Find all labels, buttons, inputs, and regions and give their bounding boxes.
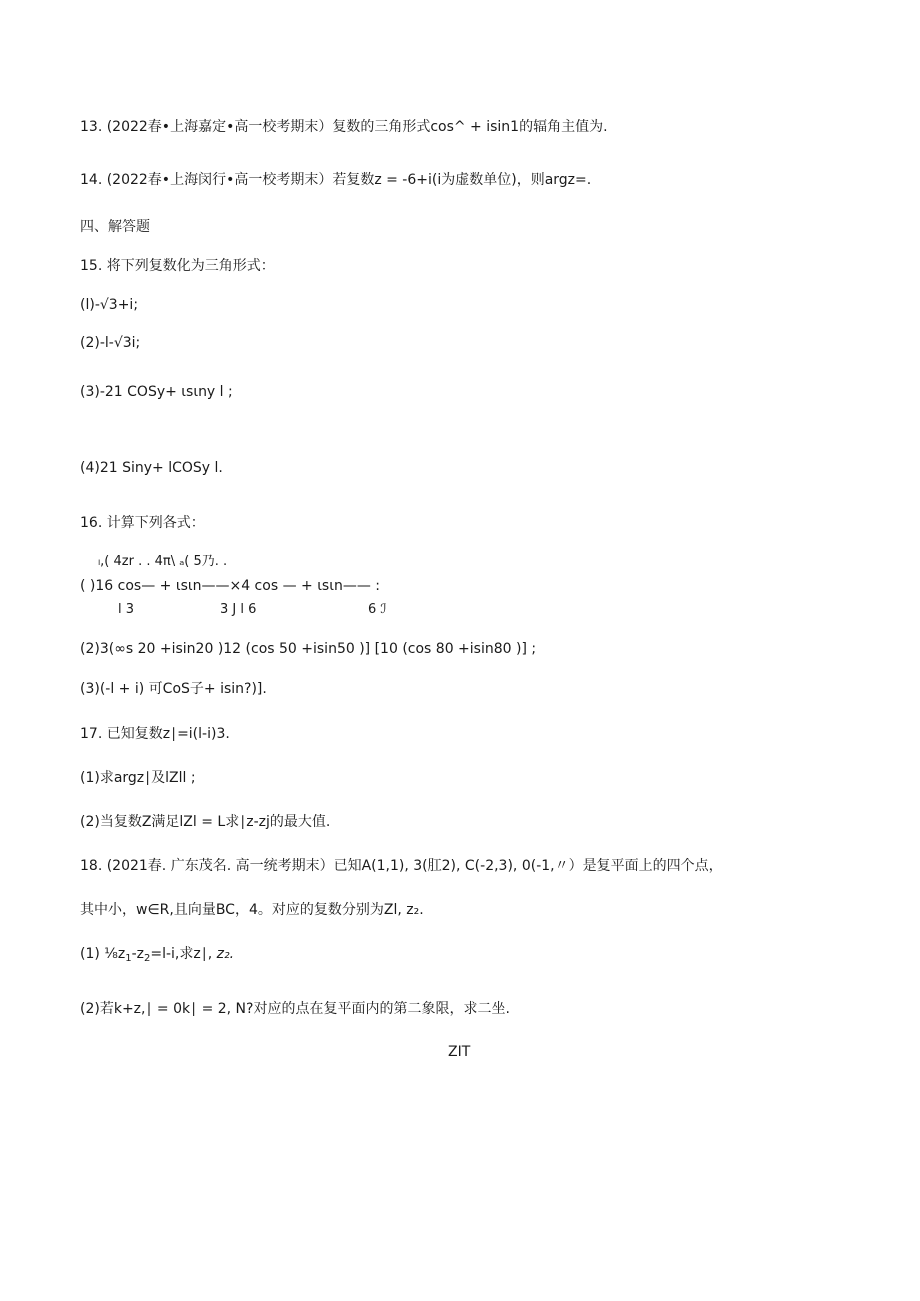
question-18-part-1-tail: z₂. <box>216 946 235 962</box>
question-18-part-1 <box>80 945 234 968</box>
question-16: 16. 计算下列各式： <box>80 515 205 531</box>
question-17-part-2: (2)当复数Z满足lZl = L求∣z-zj的最大值. <box>80 814 331 830</box>
question-18-part-1-rest: =l-i,求z∣, <box>150 946 217 962</box>
question-16-part-1-upper: ₗ,( 4zr . . 4π\ ₐ( 5乃. . <box>98 554 228 569</box>
question-16-part-1-lower-c: 6 ℐ <box>368 602 387 617</box>
question-17: 17. 已知复数z∣=i(l-i)3. <box>80 726 230 742</box>
question-18-part-1-mid: -z <box>131 946 144 962</box>
question-16-part-1-main: ( )16 cos— + ιsιn——×4 cos — + ιsιn—— : <box>80 578 381 594</box>
question-15: 15. 将下列复数化为三角形式： <box>80 258 275 274</box>
question-16-part-1-lower-b: 3 J l 6 <box>220 602 257 617</box>
footer-mark: ZIT <box>448 1044 471 1060</box>
question-16-part-2: (2)3(∞s 20 +isin20 )12 (cos 50 +isin50 )] [10 (cos 80 +isin80 )] ; <box>80 641 537 657</box>
question-18: 18. (2021春. 广东茂名. 高一统考期末）已知A(1,1), 3(肛2), C(-2,3), 0(-1,〃）是复平面上的四个点， <box>80 858 723 874</box>
question-15-part-4: (4)21 Siny+ lCOSy l. <box>80 460 223 476</box>
question-17-part-1: (1)求argz∣及lZll ; <box>80 770 196 786</box>
question-16-part-1-lower-a: l 3 <box>118 602 135 617</box>
question-18-part-1-prefix: (1) ⅛z <box>80 946 126 962</box>
question-13: 13. (2022春•上海嘉定•高一校考期末）复数的三角形式cos^ + isin1的辐角主值为. <box>80 119 608 135</box>
question-18-continued: 其中小，w∈R,且向量BC，4。对应的复数分别为Zl, z₂. <box>80 902 424 918</box>
subscript-2: 2 <box>143 953 151 964</box>
subscript-1: 1 <box>125 953 132 964</box>
question-18-part-2: (2)若k+z,∣ = 0k∣ = 2, N?对应的点在复平面内的第二象限，求二坐. <box>80 1001 510 1017</box>
question-15-part-3: (3)-21 COSy+ ιsιny l ; <box>80 384 233 400</box>
question-14: 14. (2022春•上海闵行•高一校考期末）若复数z = -6+i(i为虚数单位)，则argz=. <box>80 172 592 188</box>
question-15-part-2: (2)-l-√3i; <box>80 335 141 351</box>
section-heading-answer-questions: 四、解答题 <box>80 219 150 235</box>
question-15-part-1: (l)-√3+i; <box>80 297 139 313</box>
question-16-part-3: (3)(-l + i) 可CoS子+ isin?)]. <box>80 681 267 697</box>
